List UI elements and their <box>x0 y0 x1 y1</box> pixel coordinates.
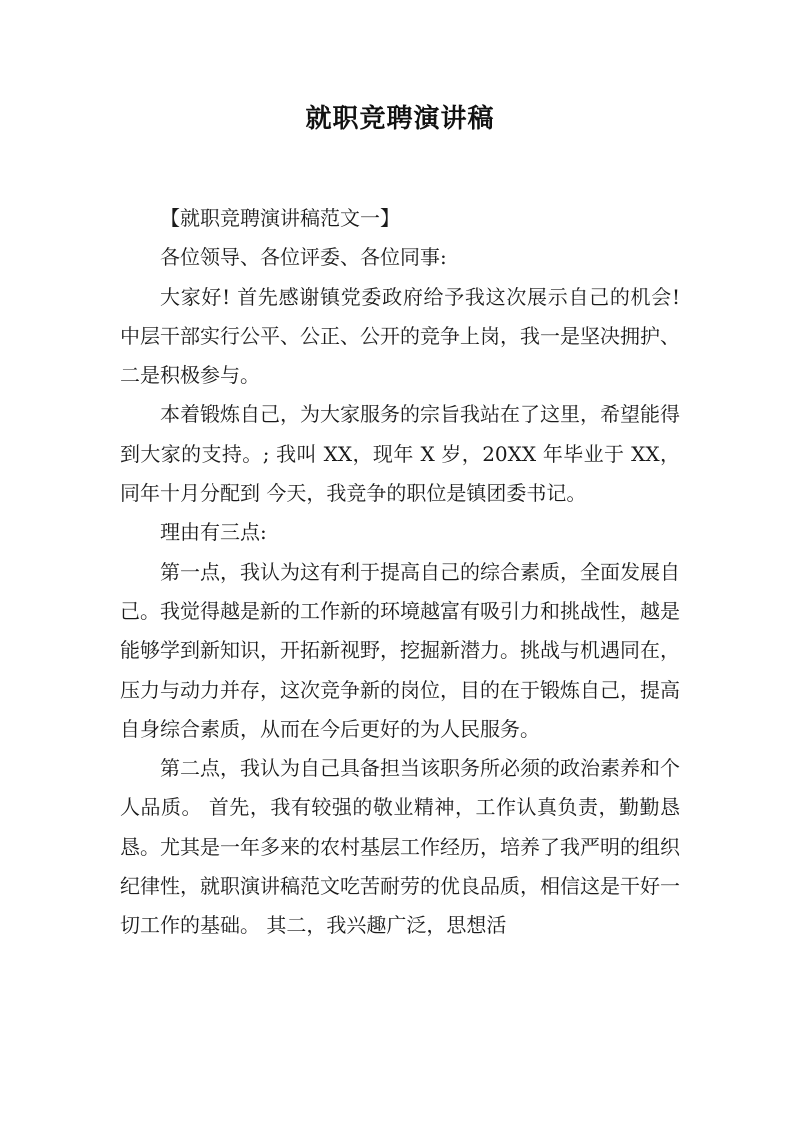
body-paragraph: 理由有三点: <box>160 520 267 545</box>
document-body <box>120 199 680 946</box>
body-paragraph: 第二点，我认为自己具备担当该职务所必须的政治素养和个人品质。 首先，我有较强的敬业精神，工作认真负责，勤勤恳恳。尤其是一年多来的农村基层工作经历，培养了我严明的组织纪律性，就职演讲稿范文吃苦耐劳的优良品质，相信这是干好一切工作的基础。 其二，我兴趣广泛，思想活 <box>120 756 680 938</box>
body-paragraph: 第一点，我认为这有利于提高自己的综合素质，全面发展自己。我觉得越是新的工作新的环境越富有吸引力和挑战性，越是能够学到新知识，开拓新视野，挖掘新潜力。挑战与机遇同在，压力与动力并存，这次竞争新的岗位，目的在于锻炼自己，提高自身综合素质，从而在今后更好的为人民服务。 <box>120 559 680 741</box>
body-paragraph: 本着锻炼自己，为大家服务的宗旨我站在了这里，希望能得到大家的支持。; 我叫 XX，现年 X 岁，20XX 年毕业于 XX，同年十月分配到 今天，我竞争的职位是镇团委书记。 <box>120 402 680 506</box>
salutation-paragraph: 各位领导、各位评委、各位同事: <box>160 245 447 270</box>
document-title: 就职竞聘演讲稿 <box>305 104 495 134</box>
section-heading: 【就职竞聘演讲稿范文一】 <box>160 206 400 230</box>
body-paragraph: 大家好! 首先感谢镇党委政府给予我这次展示自己的机会!中层干部实行公平、公正、公开的竞争上岗，我一是坚决拥护、二是积极参与。 <box>120 284 680 388</box>
